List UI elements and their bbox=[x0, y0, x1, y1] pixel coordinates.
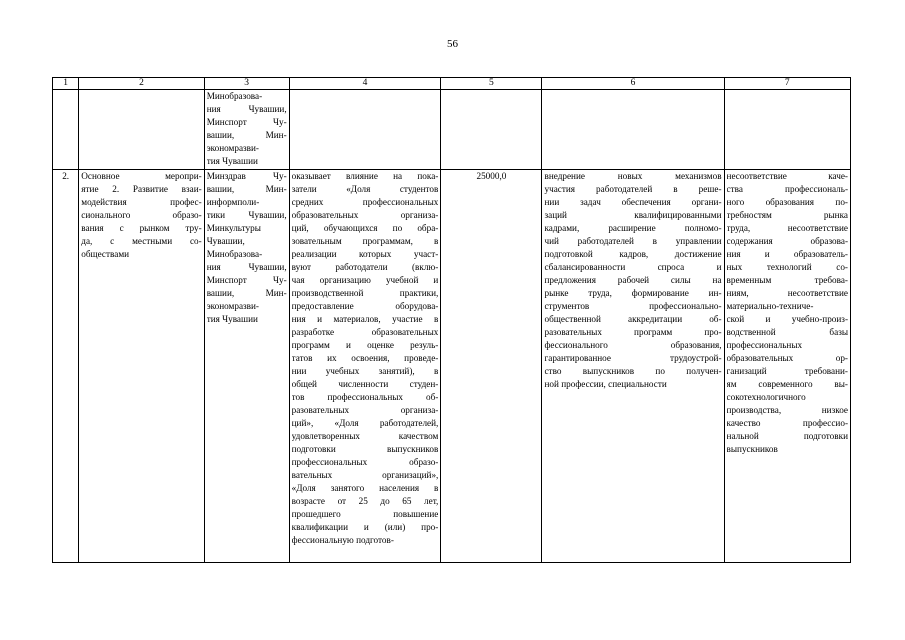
text-line: фессионального образования, bbox=[544, 340, 722, 350]
text-line: ской и учебно-произ- bbox=[726, 314, 848, 324]
cell-risks bbox=[724, 170, 850, 563]
text-line: выпускников bbox=[726, 444, 778, 454]
column-number: 2 bbox=[79, 78, 204, 90]
text-line: Минобразова- bbox=[206, 249, 263, 259]
text-line: тия Чувашии bbox=[206, 314, 258, 324]
text-line: ных технологий со- bbox=[726, 262, 848, 272]
text-line: предоставление оборудова- bbox=[291, 301, 439, 311]
text-line: сбалансированности спроса и bbox=[544, 262, 722, 272]
column-number: 6 bbox=[542, 78, 724, 90]
text-line: труда, несоответствие bbox=[726, 223, 848, 233]
text-line: вуют работодатели (вклю- bbox=[291, 262, 439, 272]
column-number-row bbox=[53, 78, 851, 90]
column-number: 5 bbox=[441, 78, 542, 90]
cell-risks bbox=[724, 90, 850, 170]
program-table bbox=[52, 77, 851, 563]
text-line: Основное меропри- bbox=[81, 171, 202, 181]
text-line: нальной подготовки bbox=[726, 431, 848, 441]
text-line: заций квалифицированными bbox=[544, 210, 722, 220]
text-line: зовательным программам, в bbox=[291, 236, 439, 246]
text-line: Минздрав Чу- bbox=[206, 171, 287, 181]
text-line: программ и оценке резуль- bbox=[291, 340, 439, 350]
text-line: общественной аккредитации об- bbox=[544, 314, 722, 324]
text-line: тов профессиональных об- bbox=[291, 392, 439, 402]
text-line: сионального образо- bbox=[81, 210, 202, 220]
cell-num: 2. bbox=[53, 170, 79, 563]
text-line: ния Чувашии, bbox=[206, 262, 287, 272]
text-line: нии учебных занятий), в bbox=[291, 366, 439, 376]
text-line: татов их освоения, проведе- bbox=[291, 353, 439, 363]
text-line: модействия профес- bbox=[81, 197, 202, 207]
text-line: производственной практики, bbox=[291, 288, 439, 298]
text-line: гарантированное трудоустрой- bbox=[544, 353, 722, 363]
cell-num bbox=[53, 90, 79, 170]
text-line: ство выпускников по получен- bbox=[544, 366, 722, 376]
cell-funding bbox=[441, 90, 542, 170]
text-line: возрасте от 25 до 65 лет, bbox=[291, 496, 439, 506]
text-line: чая организацию учебной и bbox=[291, 275, 439, 285]
text-line: ганизаций требовани- bbox=[726, 366, 848, 376]
text-line: водственной базы bbox=[726, 327, 848, 337]
text-line: «Доля занятого населения в bbox=[291, 483, 439, 493]
text-line: реализации которых участ- bbox=[291, 249, 439, 259]
text-line: профессиональных bbox=[726, 340, 803, 350]
text-line: удовлетворенных качеством bbox=[291, 431, 439, 441]
text-line: ния Чувашии, bbox=[206, 104, 287, 114]
text-line: образовательных организа- bbox=[291, 210, 439, 220]
text-line: тия Чувашии bbox=[206, 156, 258, 166]
text-line: содержания образова- bbox=[726, 236, 848, 246]
text-line: вашии, Мин- bbox=[206, 130, 287, 140]
text-line: экономразви- bbox=[206, 143, 259, 153]
text-line: общей численности студен- bbox=[291, 379, 439, 389]
text-line: Минкультуры bbox=[206, 223, 261, 233]
text-line: вашии, Мин- bbox=[206, 288, 287, 298]
cell-results bbox=[542, 170, 724, 563]
text-line: ций», «Доля работодателей, bbox=[291, 418, 439, 428]
text-line: ния и материалов, участие в bbox=[291, 314, 439, 324]
text-line: внедрение новых механизмов bbox=[544, 171, 722, 181]
text-line: ства профессиональ- bbox=[726, 184, 848, 194]
text-line: производства, низкое bbox=[726, 405, 848, 415]
text-line: ям современного вы- bbox=[726, 379, 848, 389]
text-line: струментов профессионально- bbox=[544, 301, 722, 311]
text-line: разработке образовательных bbox=[291, 327, 439, 337]
text-line: затели «Доля студентов bbox=[291, 184, 439, 194]
page-number: 56 bbox=[447, 38, 458, 50]
text-line: да, с местными со- bbox=[81, 236, 202, 246]
cell-executors bbox=[204, 170, 289, 563]
text-line: ятие 2. Развитие взаи- bbox=[81, 184, 202, 194]
column-number: 1 bbox=[53, 78, 79, 90]
text-line: чий работодателей в управлении bbox=[544, 236, 722, 246]
text-line: Минспорт Чу- bbox=[206, 117, 287, 127]
text-line: оказывает влияние на пока- bbox=[291, 171, 439, 181]
text-line: несоответствие каче- bbox=[726, 171, 848, 181]
cell-funding: 25000,0 bbox=[441, 170, 542, 563]
text-line: обществами bbox=[81, 249, 130, 259]
text-line: рынке труда, формирование ин- bbox=[544, 288, 722, 298]
column-number: 4 bbox=[289, 78, 441, 90]
cell-indicators bbox=[289, 170, 441, 563]
text-line: подготовки выпускников bbox=[291, 444, 439, 454]
text-line: прошедшего повышение bbox=[291, 509, 439, 519]
text-line: материально-техниче- bbox=[726, 301, 814, 311]
text-line: Минспорт Чу- bbox=[206, 275, 287, 285]
cell-executors bbox=[204, 90, 289, 170]
text-line: кадрами, расширение полномо- bbox=[544, 223, 722, 233]
text-line: подготовкой кадров, достижение bbox=[544, 249, 722, 259]
text-line: экономразви- bbox=[206, 301, 259, 311]
text-line: временным требова- bbox=[726, 275, 848, 285]
column-number: 3 bbox=[204, 78, 289, 90]
text-line: ной профессии, специальности bbox=[544, 379, 667, 389]
text-line: разовательных программ про- bbox=[544, 327, 722, 337]
text-line: Чувашии, bbox=[206, 236, 245, 246]
text-line: профессиональных образо- bbox=[291, 457, 439, 467]
column-number: 7 bbox=[724, 78, 850, 90]
table-row-continuation bbox=[53, 90, 851, 170]
text-line: ций, обучающихся по обра- bbox=[291, 223, 439, 233]
text-line: квалификации и (или) про- bbox=[291, 522, 439, 532]
text-line: требностям рынка bbox=[726, 210, 848, 220]
cell-indicators bbox=[289, 90, 441, 170]
text-line: вательных организаций», bbox=[291, 470, 439, 480]
text-line: образовательных ор- bbox=[726, 353, 848, 363]
table-row-2 bbox=[53, 170, 851, 563]
text-line: вания с рынком тру- bbox=[81, 223, 202, 233]
text-line: ниям, несоответствие bbox=[726, 288, 848, 298]
text-line: Минобразова- bbox=[206, 91, 263, 101]
cell-results bbox=[542, 90, 724, 170]
text-line: предложения рабочей силы на bbox=[544, 275, 722, 285]
text-line: ния и образователь- bbox=[726, 249, 848, 259]
text-line: нии задач обеспечения органи- bbox=[544, 197, 722, 207]
cell-measure bbox=[79, 170, 204, 563]
text-line: качество профессио- bbox=[726, 418, 848, 428]
text-line: участия работодателей в реше- bbox=[544, 184, 722, 194]
text-line: сокотехнологичного bbox=[726, 392, 806, 402]
text-line: тики Чувашии, bbox=[206, 210, 287, 220]
text-line: средних профессиональных bbox=[291, 197, 439, 207]
text-line: вашии, Мин- bbox=[206, 184, 287, 194]
text-line: разовательных организа- bbox=[291, 405, 439, 415]
text-line: фессиональную подготов- bbox=[291, 535, 394, 545]
text-line: ного образования по- bbox=[726, 197, 848, 207]
cell-measure bbox=[79, 90, 204, 170]
text-line: информполи- bbox=[206, 197, 260, 207]
